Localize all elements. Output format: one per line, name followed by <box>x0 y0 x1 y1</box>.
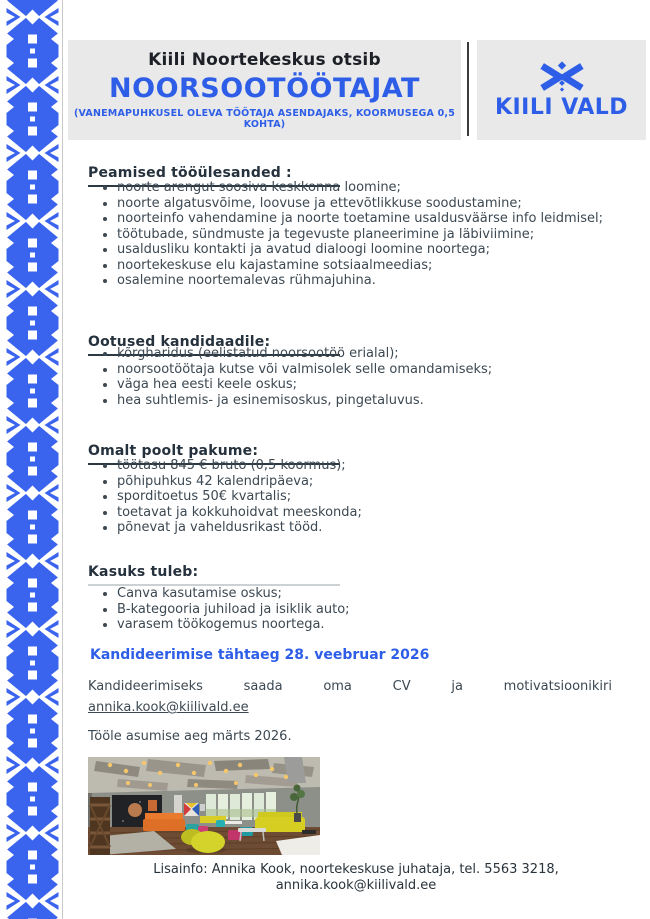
kiili-vald-logo-text: KIILI VALD <box>494 94 629 120</box>
content-column <box>88 0 612 919</box>
bullet-item: • töötubade, sündmuste ja tegevuste planeerimine ja läbiviimine; <box>117 227 612 243</box>
section-heading-tasks: Peamised tööülesanded : <box>88 165 340 187</box>
offer-list <box>88 458 612 536</box>
bullet-item: • noorte algatusvõime, loovuse ja ettevõtlikkuse soodustamine; <box>117 196 612 212</box>
expectations-list <box>88 346 612 408</box>
apply-email-link[interactable]: annika.kook@kiilivald.ee <box>88 700 249 715</box>
bullet-item: • noorteinfo vahendamine ja noorte toetamine usaldusväärse info leidmisel; <box>117 211 612 227</box>
footer-line1: Lisainfo: Annika Kook, noortekeskuse juhataja, tel. 5563 3218, <box>153 862 559 877</box>
folk-pattern-border <box>3 0 63 919</box>
bullet-item: • noortekeskuse elu kajastamine sotsiaalmeedias; <box>117 258 612 274</box>
nice-to-have-list <box>88 586 612 633</box>
section-heading-offer: Omalt poolt pakume: <box>88 443 340 465</box>
bullet-item: • kõrgharidus (eelistatud noorsootöö erialal); <box>117 346 612 362</box>
task-list <box>88 180 612 289</box>
bullet-item: • Canva kasutamise oskus; <box>117 586 612 602</box>
bullet-item: • väga hea eesti keele oskus; <box>117 377 612 393</box>
bullet-item: • põhipuhkus 42 kalendripäeva; <box>117 474 612 490</box>
page-title: NOORSOOTÖÖTAJAT <box>109 73 420 104</box>
apply-instructions: Kandideerimiseks saada oma CV ja motivatsioonikiri <box>88 679 612 694</box>
start-date-line: Tööle asumise aeg märts 2026. <box>88 729 292 744</box>
bullet-item: • B-kategooria juhiload ja isiklik auto; <box>117 602 612 618</box>
bullet-item: • põnevat ja vaheldusrikast tööd. <box>117 520 612 536</box>
bullet-item: • noorte arengut soosiva keskkonna loomine; <box>117 180 612 196</box>
bullet-item: • hea suhtlemis- ja esinemisoskus, pingetaluvus. <box>117 393 612 409</box>
folk-pattern-icon <box>3 0 62 919</box>
bullet-item: • noorsootöötaja kutse või valmisolek selle omandamiseks; <box>117 362 612 378</box>
footer-contact <box>62 862 650 893</box>
application-deadline: Kandideerimise tähtaeg 28. veebruar 2026 <box>90 647 430 663</box>
pretitle: Kiili Noortekeskus otsib <box>148 50 381 70</box>
section-heading-expectations: Ootused kandidaadile: <box>88 334 340 356</box>
bullet-item: • sporditoetus 50€ kvartalis; <box>117 489 612 505</box>
bullet-item: • toetavat ja kokkuhoidvat meeskonda; <box>117 505 612 521</box>
bullet-item: • usaldusliku kontakti ja avatud dialoogi loomine noortega; <box>117 242 612 258</box>
bullet-item: • töötasu 845 € bruto (0,5 koormus); <box>117 458 612 474</box>
page-subtitle: (VANEMAPUHKUSEL OLEVA TÖÖTAJA ASENDAJAKS, KOORMUSEGA 0,5 KOHTA) <box>73 108 456 130</box>
bullet-item: • osalemine noortemalevas rühmajuhina. <box>117 273 612 289</box>
bullet-item: • varasem töökogemus noortega. <box>117 617 612 633</box>
youth-center-photo <box>88 757 320 855</box>
footer-email[interactable]: annika.kook@kiilivald.ee <box>275 877 437 893</box>
section-heading-nice-to-have: Kasuks tuleb: <box>88 564 340 586</box>
